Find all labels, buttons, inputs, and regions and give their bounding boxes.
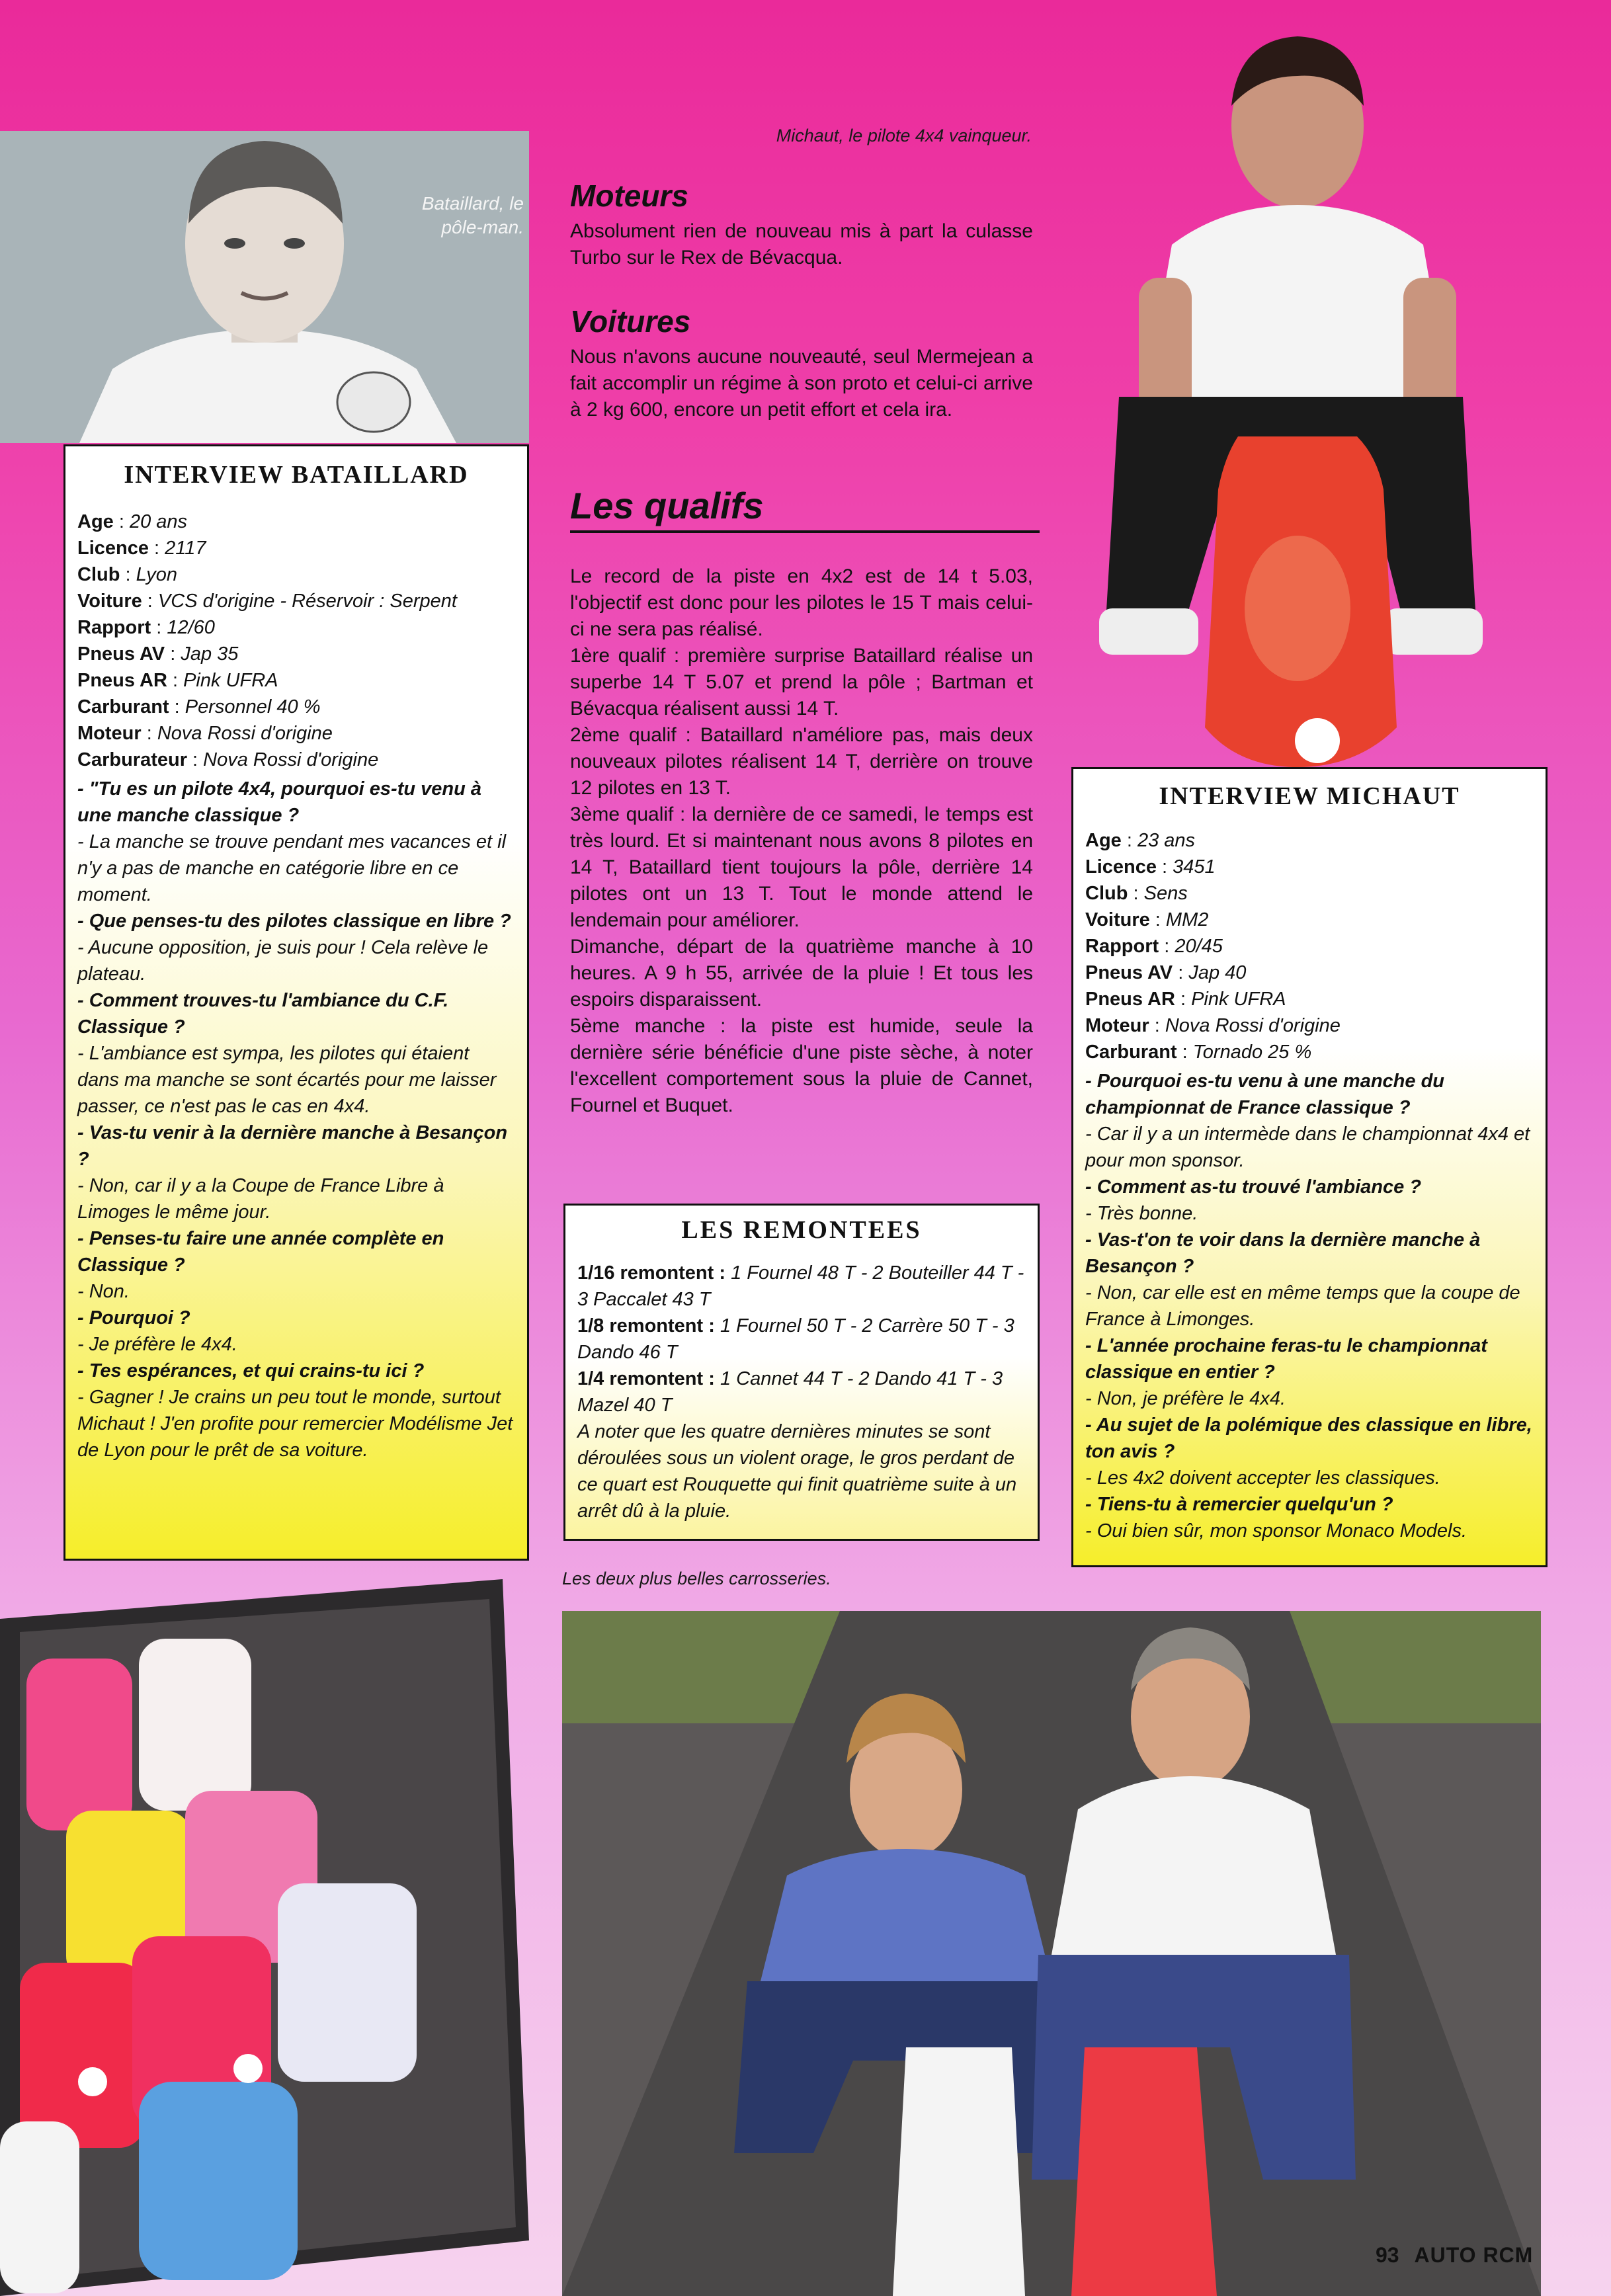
interview-bataillard-box xyxy=(63,444,529,1561)
answer: - Non. xyxy=(77,1281,130,1302)
field-voiture: Voiture : MM2 xyxy=(1085,909,1209,930)
moteurs-title: Moteurs xyxy=(570,179,688,213)
field-licence: Licence : 3451 xyxy=(1085,856,1216,878)
remontees-note: A noter que les quatre dernières minutes se sont déroulées sous un violent orage, le gros perdant de ce quart est Rouquette qui finit quatrième suite à un arrêt dû à la pluie. xyxy=(577,1421,1017,1522)
question: - Comment trouves-tu l'ambiance du C.F. Classique ? xyxy=(77,990,449,1038)
field-pneus-ar: Pneus AR : Pink UFRA xyxy=(77,670,278,691)
qualifs-paragraph: Le record de la piste en 4x2 est de 14 t 5.03, l'objectif est donc pour les pilotes le 15 T mais celui-ci ne sera pas réalisé. xyxy=(570,565,1033,640)
qualifs-paragraph: 3ème qualif : la dernière de ce samedi, le temps est très lourd. Et si maintenant nous avons 8 pilotes en 14 T, Bataillard tient toujours la pôle, derrière 14 pilotes ont un 13 T. Tout le monde attend le lendemain pour améliorer. xyxy=(570,803,1033,931)
question: - Tes espérances, et qui crains-tu ici ? xyxy=(77,1360,425,1381)
field-pneus-av: Pneus AV : Jap 40 xyxy=(1085,962,1247,983)
remontees-line: 1/16 remontent : 1 Fournel 48 T - 2 Bouteiller 44 T - 3 Paccalet 43 T xyxy=(577,1262,1024,1310)
field-age: Age : 23 ans xyxy=(1085,830,1196,851)
answer: - Très bonne. xyxy=(1085,1203,1198,1224)
caption-carrosseries: Les deux plus belles carrosseries. xyxy=(562,1569,831,1588)
field-carburateur: Carburateur : Nova Rossi d'origine xyxy=(77,749,379,770)
field-rapport: Rapport : 12/60 xyxy=(77,617,215,638)
photo-bataillard xyxy=(0,131,529,443)
photo-cars xyxy=(0,1579,529,2296)
answer: - Aucune opposition, je suis pour ! Cela relève le plateau. xyxy=(77,937,489,985)
answer: - Non, car il y a la Coupe de France Libre à Limoges le même jour. xyxy=(77,1175,444,1223)
field-moteur: Moteur : Nova Rossi d'origine xyxy=(77,723,333,744)
field-pneus-ar: Pneus AR : Pink UFRA xyxy=(1085,989,1286,1010)
photo-two-drivers xyxy=(562,1611,1541,2296)
question: - Comment as-tu trouvé l'ambiance ? xyxy=(1085,1176,1422,1198)
answer: - Non, car elle est en même temps que la coupe de France à Limonges. xyxy=(1085,1282,1520,1330)
question: - Pourquoi es-tu venu à une manche du championnat de France classique ? xyxy=(1085,1071,1444,1118)
answer: - Les 4x2 doivent accepter les classiques. xyxy=(1085,1467,1440,1489)
qualifs-paragraph: 2ème qualif : Bataillard n'améliore pas, mais deux nouveaux pilotes réalisent 14 T, derrière on trouve 12 pilotes en 13 T. xyxy=(570,724,1033,799)
photo-michaut xyxy=(1093,26,1489,774)
answer: - La manche se trouve pendant mes vacances et il n'y a pas de manche en catégorie libre en ce moment. xyxy=(77,831,507,905)
answer: - Car il y a un intermède dans le championnat 4x4 et pour mon sponsor. xyxy=(1085,1124,1530,1171)
qualifs-title: Les qualifs xyxy=(570,485,764,526)
interview-michaut-title: INTERVIEW MICHAUT xyxy=(1159,782,1460,810)
remontees-line: 1/8 remontent : 1 Fournel 50 T - 2 Carrère 50 T - 3 Dando 46 T xyxy=(577,1315,1014,1363)
answer: - Non, je préfère le 4x4. xyxy=(1085,1388,1286,1409)
answer: - Je préfère le 4x4. xyxy=(77,1334,237,1355)
qualifs-paragraph: 1ère qualif : première surprise Bataillard réalise un superbe 14 T 5.07 et prend la pôle ; Bartman et Bévacqua réalisent aussi 14 T. xyxy=(570,645,1033,719)
voitures-title: Voitures xyxy=(570,304,691,339)
field-rapport: Rapport : 20/45 xyxy=(1085,936,1223,957)
moteurs-text: Absolument rien de nouveau mis à part la culasse Turbo sur le Rex de Bévacqua. xyxy=(570,220,1033,268)
field-age: Age : 20 ans xyxy=(77,511,188,532)
qualifs-paragraph: Dimanche, départ de la quatrième manche à 10 heures. A 9 h 55, arrivée de la pluie ! Et tous les espoirs disparaissent. xyxy=(570,936,1033,1010)
question: - Tiens-tu à remercier quelqu'un ? xyxy=(1085,1494,1393,1515)
answer: - Oui bien sûr, mon sponsor Monaco Models. xyxy=(1085,1520,1467,1541)
qualifs-paragraph: 5ème manche : la piste est humide, seule la dernière série bénéficie d'une piste sèche, à noter l'excellent comportement sous la pluie de Cannet, Fournel et Buquet. xyxy=(570,1015,1033,1116)
question: - Vas-t'on te voir dans la dernière manche à Besançon ? xyxy=(1085,1229,1481,1277)
field-carburant: Carburant : Tornado 25 % xyxy=(1085,1042,1312,1063)
field-pneus-av: Pneus AV : Jap 35 xyxy=(77,643,239,665)
qualifs-body xyxy=(570,563,1033,1119)
field-voiture: Voiture : VCS d'origine - Réservoir : Serpent xyxy=(77,591,457,612)
interview-bataillard-title: INTERVIEW BATAILLARD xyxy=(124,461,469,489)
voitures-text: Nous n'avons aucune nouveauté, seul Mermejean a fait accomplir un régime à son proto et celui-ci arrive à 2 kg 600, encore un petit effort et cela ira. xyxy=(570,346,1033,421)
field-licence: Licence : 2117 xyxy=(77,538,206,559)
question: - Pourquoi ? xyxy=(77,1307,190,1329)
answer: - Gagner ! Je crains un peu tout le monde, surtout Michaut ! J'en profite pour remercier Modélisme Jet de Lyon pour le prêt de sa voiture. xyxy=(77,1387,513,1461)
question: - "Tu es un pilote 4x4, pourquoi es-tu venu à une manche classique ? xyxy=(77,778,482,826)
magazine-name: AUTO RCM xyxy=(1414,2243,1534,2267)
question: - L'année prochaine feras-tu le championnat classique en entier ? xyxy=(1085,1335,1487,1383)
remontees-title: LES REMONTEES xyxy=(681,1216,922,1244)
qualifs-rule xyxy=(570,530,1040,533)
caption-michaut: Michaut, le pilote 4x4 vainqueur. xyxy=(776,126,1032,145)
remontees-line: 1/4 remontent : 1 Cannet 44 T - 2 Dando 41 T - 3 Mazel 40 T xyxy=(577,1368,1003,1416)
question: - Penses-tu faire une année complète en Classique ? xyxy=(77,1228,444,1276)
page-number: 93 xyxy=(1376,2243,1399,2267)
field-club: Club : Sens xyxy=(1085,883,1188,904)
remontees-box xyxy=(563,1204,1040,1541)
caption-bataillard: Bataillard, le pôle-man. xyxy=(421,193,524,237)
page-footer xyxy=(1376,2242,1533,2268)
question: - Vas-tu venir à la dernière manche à Besançon ? xyxy=(77,1122,508,1170)
question: - Au sujet de la polémique des classique en libre, ton avis ? xyxy=(1085,1414,1532,1462)
field-carburant: Carburant : Personnel 40 % xyxy=(77,696,321,718)
field-club: Club : Lyon xyxy=(77,564,177,585)
field-moteur: Moteur : Nova Rossi d'origine xyxy=(1085,1015,1341,1036)
interview-michaut-box xyxy=(1071,767,1548,1567)
question: - Que penses-tu des pilotes classique en libre ? xyxy=(77,911,511,932)
answer: - L'ambiance est sympa, les pilotes qui étaient dans ma manche se sont écartés pour me laisser passer, ce n'est pas le cas en 4x4. xyxy=(77,1043,497,1117)
